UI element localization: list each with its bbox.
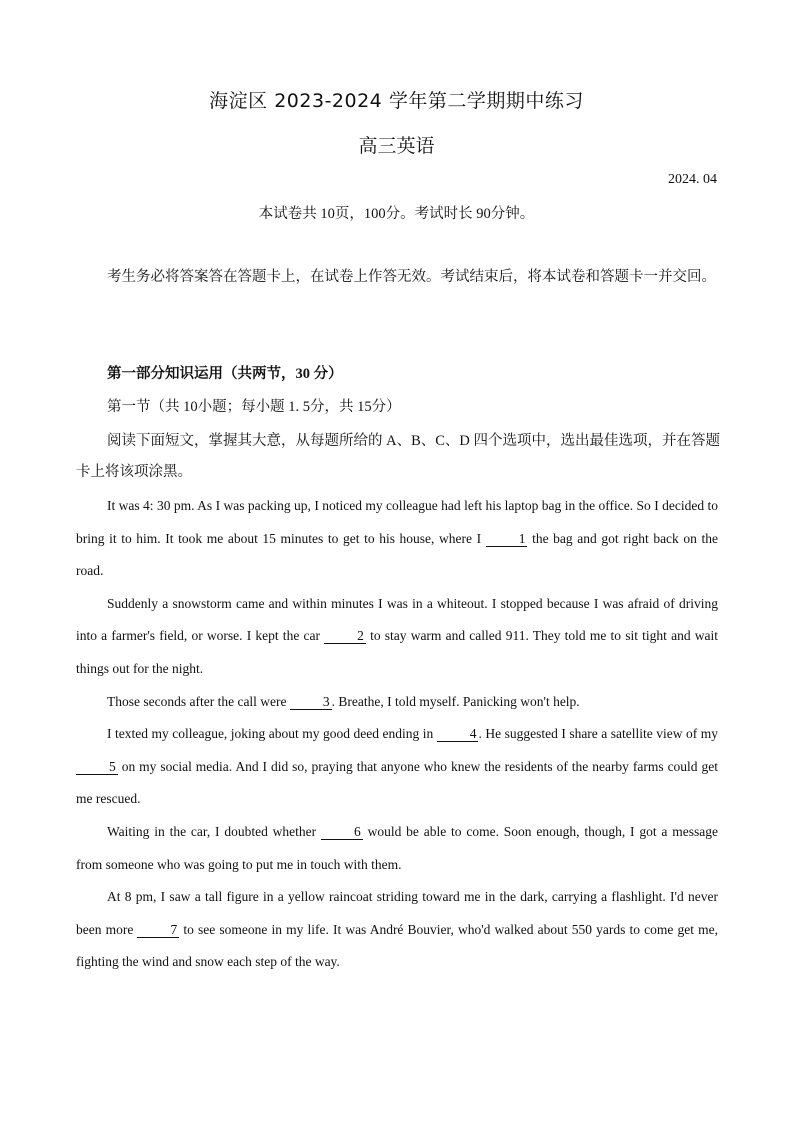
passage-paragraph	[76, 588, 718, 686]
passage-text: on my social media. And I did so, praying that anyone who knew the residents of the nearby farms could get me rescued.	[76, 758, 718, 807]
passage-paragraph	[76, 881, 718, 979]
passage-text: I texted my colleague, joking about my good deed ending in	[107, 726, 437, 742]
cloze-blank: 3	[290, 695, 332, 710]
exam-date: 2024. 04	[668, 172, 717, 187]
passage-text: Suddenly a snowstorm came and within minutes I was in a whiteout. I stopped because I was afraid of driving into a farmer's field, or worse. I kept the car	[76, 595, 718, 644]
passage-paragraph	[76, 686, 718, 719]
cloze-blank: 7	[137, 923, 179, 938]
passage-paragraph	[76, 816, 718, 881]
cloze-blank: 4	[437, 727, 479, 742]
cloze-blank: 6	[321, 825, 363, 840]
cloze-blank: 1	[486, 532, 528, 547]
passage-text: to see someone in my life. It was André Bouvier, who'd walked about 550 yards to come get me, fighting the wind and snow each step of the way.	[76, 921, 718, 970]
cloze-passage	[76, 490, 718, 979]
exam-title: 海淀区 2023-2024 学年第二学期期中练习	[209, 90, 584, 112]
exam-info: 本试卷共 10页，100分。考试时长 90分钟。	[258, 206, 535, 222]
section-instructions: 阅读下面短文，掌握其大意，从每题所给的 A、B、C、D 四个选项中，选出最佳选项，并在答题卡上将该项涂黑。	[76, 433, 721, 480]
cloze-blank: 2	[324, 629, 366, 644]
exam-notice: 考生务必将答案答在答题卡上，在试卷上作答无效。考试结束后，将本试卷和答题卡一并交回。	[107, 269, 716, 285]
passage-paragraph	[76, 490, 718, 588]
passage-paragraph	[76, 718, 718, 816]
passage-text: . Breathe, I told myself. Panicking won't help.	[331, 693, 580, 709]
passage-text: the bag and got right back on the road.	[76, 530, 718, 579]
passage-text: . He suggested I share a satellite view of my	[478, 726, 718, 742]
part-heading: 第一部分知识运用（共两节，30 分）	[107, 366, 343, 382]
passage-text: to stay warm and called 911. They told me to sit tight and wait things out for the night.	[76, 628, 718, 676]
passage-text: At 8 pm, I saw a tall figure in a yellow raincoat striding toward me in the dark, carrying a flashlight. I'd never been more	[76, 889, 718, 937]
section-heading: 第一节（共 10小题；每小题 1. 5分，共 15分）	[107, 399, 401, 415]
passage-text: would be able to come. Soon enough, though, I got a message from someone who was going to put me in touch with them.	[76, 823, 718, 872]
exam-subject: 高三英语	[358, 135, 435, 157]
cloze-blank: 5	[76, 760, 118, 775]
passage-text: It was 4: 30 pm. As I was packing up, I noticed my colleague had left his laptop bag in the office. So I decided to bring it to him. It took me about 15 minutes to get to his house, where I	[76, 498, 718, 546]
passage-text: Those seconds after the call were	[107, 693, 290, 709]
passage-text: Waiting in the car, I doubted whether	[107, 823, 321, 839]
